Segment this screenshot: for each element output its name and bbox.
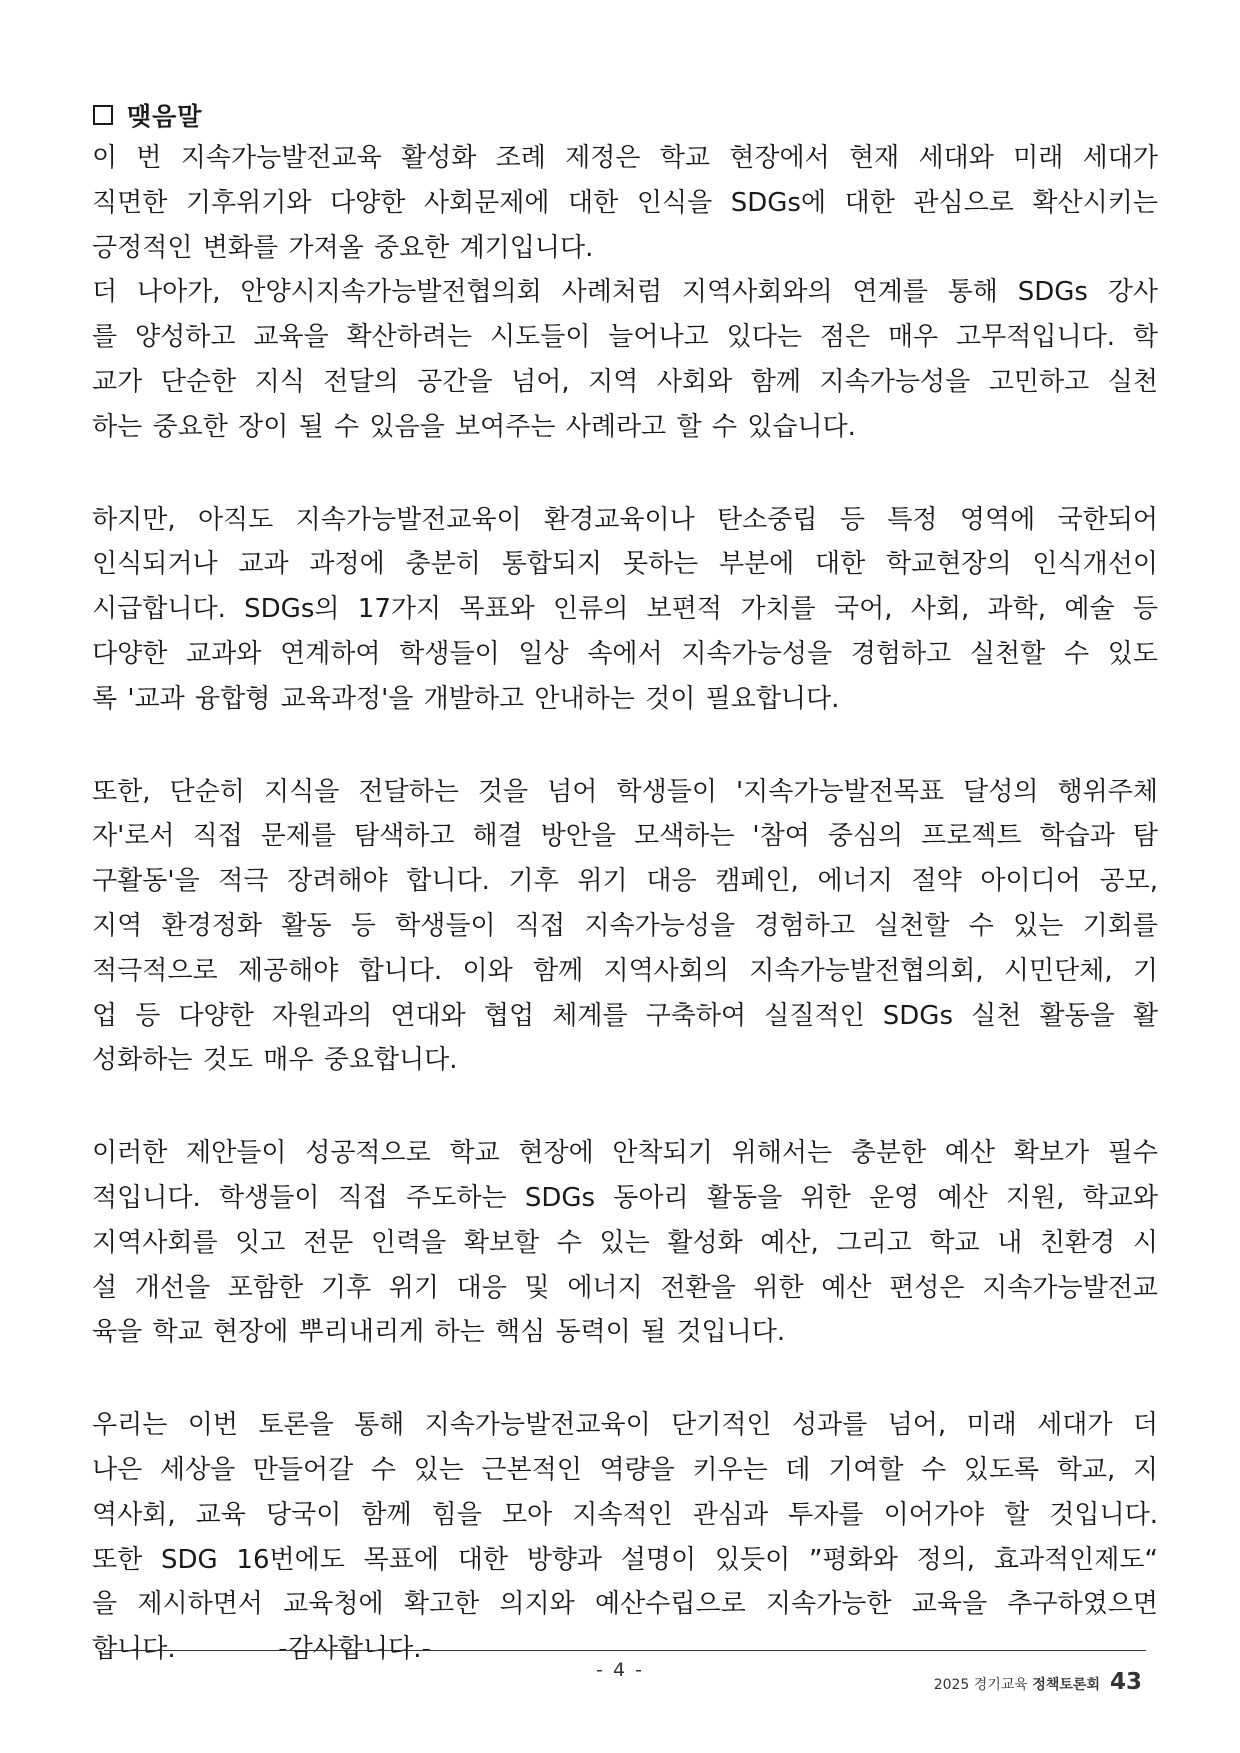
text-line: 이러한 제안들이 성공적으로 학교 현장에 안착되기 위해서는 충분한 예산 확보가 필수 bbox=[92, 1138, 1158, 1169]
text-line: 하는 중요한 장이 될 수 있음을 보여주는 사례라고 할 수 있습니다. bbox=[92, 411, 856, 442]
text-line: 육을 학교 현장에 뿌리내리게 하는 핵심 동력이 될 것입니다. bbox=[92, 1317, 786, 1348]
paragraph-3 bbox=[92, 770, 1158, 1084]
checkbox-square-icon bbox=[93, 105, 113, 125]
text-line: 지역사회를 잇고 전문 인력을 확보할 수 있는 활성화 예산, 그리고 학교 내 친환경 시 bbox=[92, 1227, 1158, 1258]
document-body bbox=[92, 136, 1158, 1720]
text-line: 업 등 다양한 자원과의 연대와 협업 체계를 구축하여 실질적인 SDGs 실천 활동을 활 bbox=[92, 1000, 1158, 1031]
text-line: 을 제시하면서 교육청에 확고한 의지와 예산수립으로 지속가능한 교육을 추구하였으면 bbox=[92, 1589, 1158, 1620]
paragraph-4 bbox=[92, 1131, 1158, 1355]
event-name-bold: 정책토론회 bbox=[1032, 1677, 1100, 1693]
text-line: 더 나아가, 안양시지속가능발전협의회 사례처럼 지역사회와의 연계를 통해 SDGs 강사 bbox=[92, 277, 1158, 308]
text-line: 우리는 이번 토론을 통해 지속가능발전교육이 단기적인 성과를 넘어, 미래 세대가 더 bbox=[92, 1410, 1158, 1441]
text-line: 또한, 단순히 지식을 전달하는 것을 넘어 학생들이 '지속가능발전목표 달성의 행위주체 bbox=[92, 776, 1158, 807]
text-line: 다양한 교과와 연계하여 학생들이 일상 속에서 지속가능성을 경험하고 실천할 수 있도 bbox=[92, 638, 1158, 669]
text-line: 인식되거나 교과 과정에 충분히 통합되지 못하는 부분에 대한 학교현장의 인식개선이 bbox=[92, 549, 1158, 580]
page-marker: - 4 - bbox=[596, 1659, 644, 1681]
event-year: 2025 bbox=[933, 1677, 970, 1693]
text-line: 록 '교과 융합형 교육과정'을 개발하고 안내하는 것이 필요합니다. bbox=[92, 683, 840, 714]
text-line: 적극적으로 제공해야 합니다. 이와 함께 지역사회의 지속가능발전협의회, 시민단체, 기 bbox=[92, 955, 1158, 986]
text-line: 적입니다. 학생들이 직접 주도하는 SDGs 동아리 활동을 위한 운영 예산 지원, 학교와 bbox=[92, 1182, 1158, 1213]
text-line: 또한 SDG 16번에도 목표에 대한 방향과 설명이 있듯이 ”평화와 정의, 효과적인제도“ bbox=[92, 1544, 1158, 1575]
section-title: 맺음말 bbox=[127, 102, 203, 131]
text-line: 성화하는 것도 매우 중요합니다. bbox=[92, 1045, 458, 1076]
paragraph-2 bbox=[92, 498, 1158, 722]
text-line: 시급합니다. SDGs의 17가지 목표와 인류의 보편적 가치를 국어, 사회, 과학, 예술 등 bbox=[92, 594, 1158, 625]
event-label bbox=[934, 1674, 1100, 1694]
footer-divider bbox=[104, 1650, 1146, 1651]
text-line: 나은 세상을 만들어갈 수 있는 근본적인 역량을 키우는 데 기여할 수 있도록 학교, 지 bbox=[92, 1454, 1158, 1485]
text-line: 구활동'을 적극 장려해야 합니다. 기후 위기 대응 캠페인, 에너지 절약 아이디어 공모, bbox=[92, 866, 1158, 897]
text-line: 자'로서 직접 문제를 탐색하고 해결 방안을 모색하는 '참여 중심의 프로젝트 학습과 탐 bbox=[92, 821, 1158, 852]
running-footer bbox=[934, 1669, 1142, 1695]
paragraph-5 bbox=[92, 1403, 1158, 1672]
text-line: 역사회, 교육 당국이 함께 힘을 모아 지속적인 관심과 투자를 이어가야 할 것입니다. bbox=[92, 1499, 1158, 1530]
text-line: 합니다. -감사합니다.- bbox=[92, 1634, 431, 1665]
text-line: 긍정적인 변화를 가져올 중요한 계기입니다. bbox=[92, 232, 594, 263]
paragraph-1 bbox=[92, 136, 1158, 450]
event-name-regular: 경기교육 bbox=[973, 1677, 1028, 1693]
text-line: 를 양성하고 교육을 확산하려는 시도들이 늘어나고 있다는 점은 매우 고무적입니다. 학 bbox=[92, 322, 1158, 353]
text-line: 지역 환경정화 활동 등 학생들이 직접 지속가능성을 경험하고 실천할 수 있는 기회를 bbox=[92, 910, 1158, 941]
text-line: 설 개선을 포함한 기후 위기 대응 및 에너지 전환을 위한 예산 편성은 지속가능발전교 bbox=[92, 1272, 1158, 1303]
text-line: 하지만, 아직도 지속가능발전교육이 환경교육이나 탄소중립 등 특정 영역에 국한되어 bbox=[92, 504, 1158, 535]
text-line: 직면한 기후위기와 다양한 사회문제에 대한 인식을 SDGs에 대한 관심으로 확산시키는 bbox=[92, 187, 1158, 218]
text-line: 교가 단순한 지식 전달의 공간을 넘어, 지역 사회와 함께 지속가능성을 고민하고 실천 bbox=[92, 366, 1158, 397]
text-line: 이 번 지속가능발전교육 활성화 조례 제정은 학교 현장에서 현재 세대와 미래 세대가 bbox=[92, 143, 1158, 173]
section-heading bbox=[93, 97, 202, 133]
page-number: 43 bbox=[1109, 1669, 1142, 1695]
